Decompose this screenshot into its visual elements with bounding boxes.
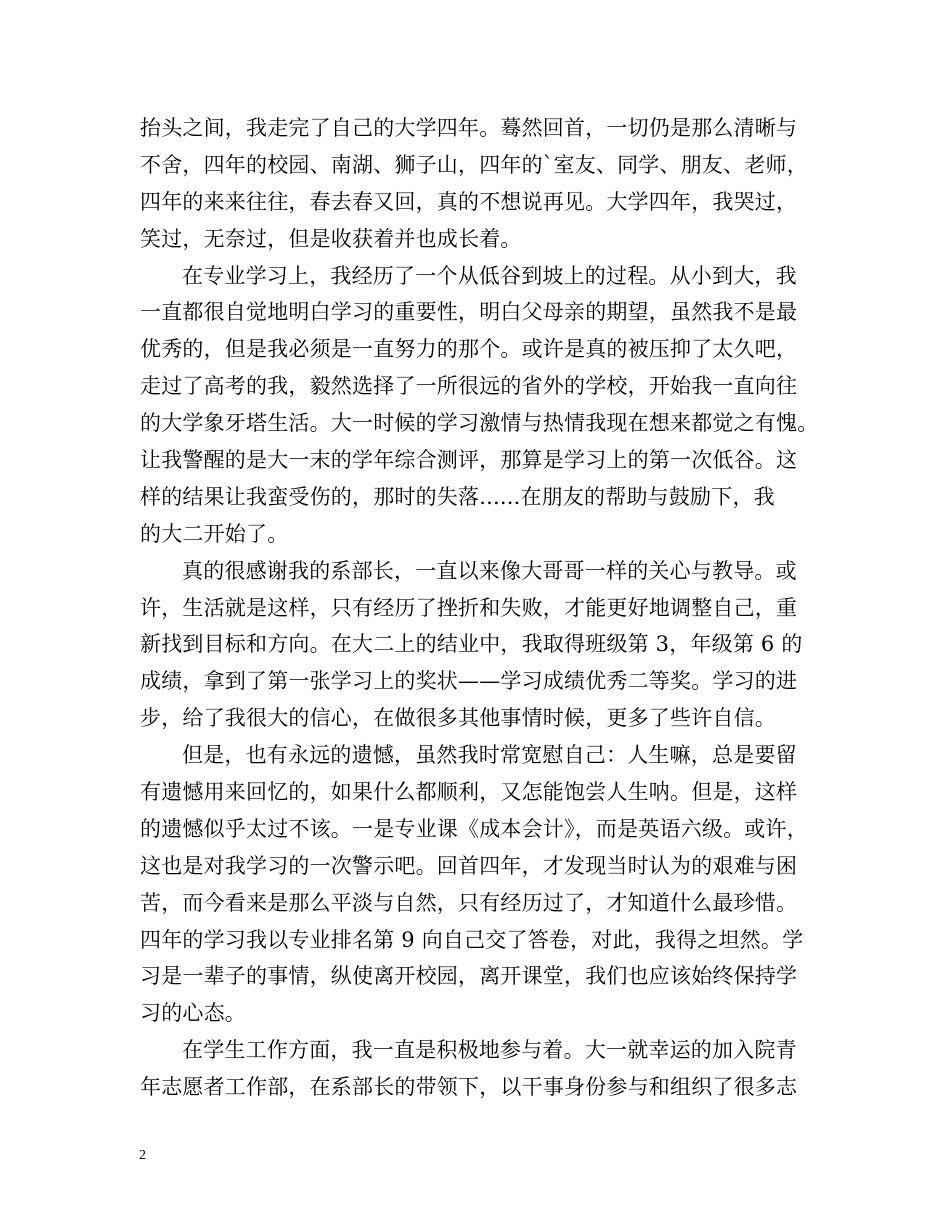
- text-line: 年志愿者工作部，在系部长的带领下，以干事身份参与和组织了很多志: [140, 1075, 798, 1100]
- text-line: 苦，而今看来是那么平淡与自然，只有经历过了，才知道什么最珍惜。: [140, 890, 798, 915]
- text-line: 四年的学习我以专业排名第 9 向自己交了答卷，对此，我得之坦然。学: [140, 927, 804, 952]
- text-line: 四年的来来往往，春去春又回，真的不想说再见。大学四年，我哭过，: [140, 189, 798, 214]
- text-line: 许，生活就是这样，只有经历了挫折和失败，才能更好地调整自己，重: [140, 595, 798, 620]
- text-line: 这也是对我学习的一次警示吧。回首四年，才发现当时认为的艰难与困: [140, 853, 798, 878]
- text-line: 习的心态。: [140, 1001, 246, 1026]
- text-line: 的大二开始了。: [140, 521, 289, 546]
- paragraph-start-line: 真的很感谢我的系部长，一直以来像大哥哥一样的关心与教导。或: [182, 558, 797, 583]
- paragraph-start-line: 在学生工作方面，我一直是积极地参与着。大一就幸运的加入院青: [182, 1038, 797, 1063]
- paragraph-start-line: 在专业学习上，我经历了一个从低谷到坡上的过程。从小到大，我: [182, 263, 797, 288]
- page-number: 2: [139, 1148, 146, 1163]
- text-line: 样的结果让我蛮受伤的，那时的失落......在朋友的帮助与鼓励下，我: [140, 484, 775, 509]
- text-line: 的遗憾似乎太过不该。一是专业课《成本会计》，而是英语六级。或许，: [140, 816, 808, 841]
- text-line: 有遗憾用来回忆的，如果什么都顺利，又怎能饱尝人生呐。但是，这样: [140, 780, 798, 805]
- text-line: 优秀的，但是我必须是一直努力的那个。或许是真的被压抑了太久吧，: [140, 337, 798, 362]
- text-line: 笑过，无奈过，但是收获着并也成长着。: [140, 226, 522, 251]
- text-line: 新找到目标和方向。在大二上的结业中，我取得班级第 3，年级第 6 的: [140, 632, 803, 657]
- text-line: 抬头之间，我走完了自己的大学四年。蓦然回首，一切仍是那么清晰与: [140, 116, 798, 140]
- body-text: [140, 110, 820, 1106]
- text-line: 成绩，拿到了第一张学习上的奖状——学习成绩优秀二等奖。学习的进: [140, 669, 798, 694]
- text-line: 走过了高考的我，毅然选择了一所很远的省外的学校，开始我一直向往: [140, 374, 798, 399]
- text-line: 不舍，四年的校园、南湖、狮子山，四年的`室友、同学、朋友、老师，: [140, 152, 808, 177]
- paragraph-start-line: 但是，也有永远的遗憾，虽然我时常宽慰自己：人生嘛，总是要留: [182, 743, 797, 768]
- text-line: 的大学象牙塔生活。大一时候的学习激情与热情我现在想来都觉之有愧。: [140, 411, 819, 436]
- text-line: 一直都很自觉地明白学习的重要性，明白父母亲的期望，虽然我不是最: [140, 300, 798, 325]
- text-line: 步，给了我很大的信心，在做很多其他事情时候，更多了些许自信。: [140, 706, 776, 731]
- text-line: 让我警醒的是大一末的学年综合测评，那算是学习上的第一次低谷。这: [140, 448, 798, 473]
- text-line: 习是一辈子的事情，纵使离开校园，离开课堂，我们也应该始终保持学: [140, 964, 798, 989]
